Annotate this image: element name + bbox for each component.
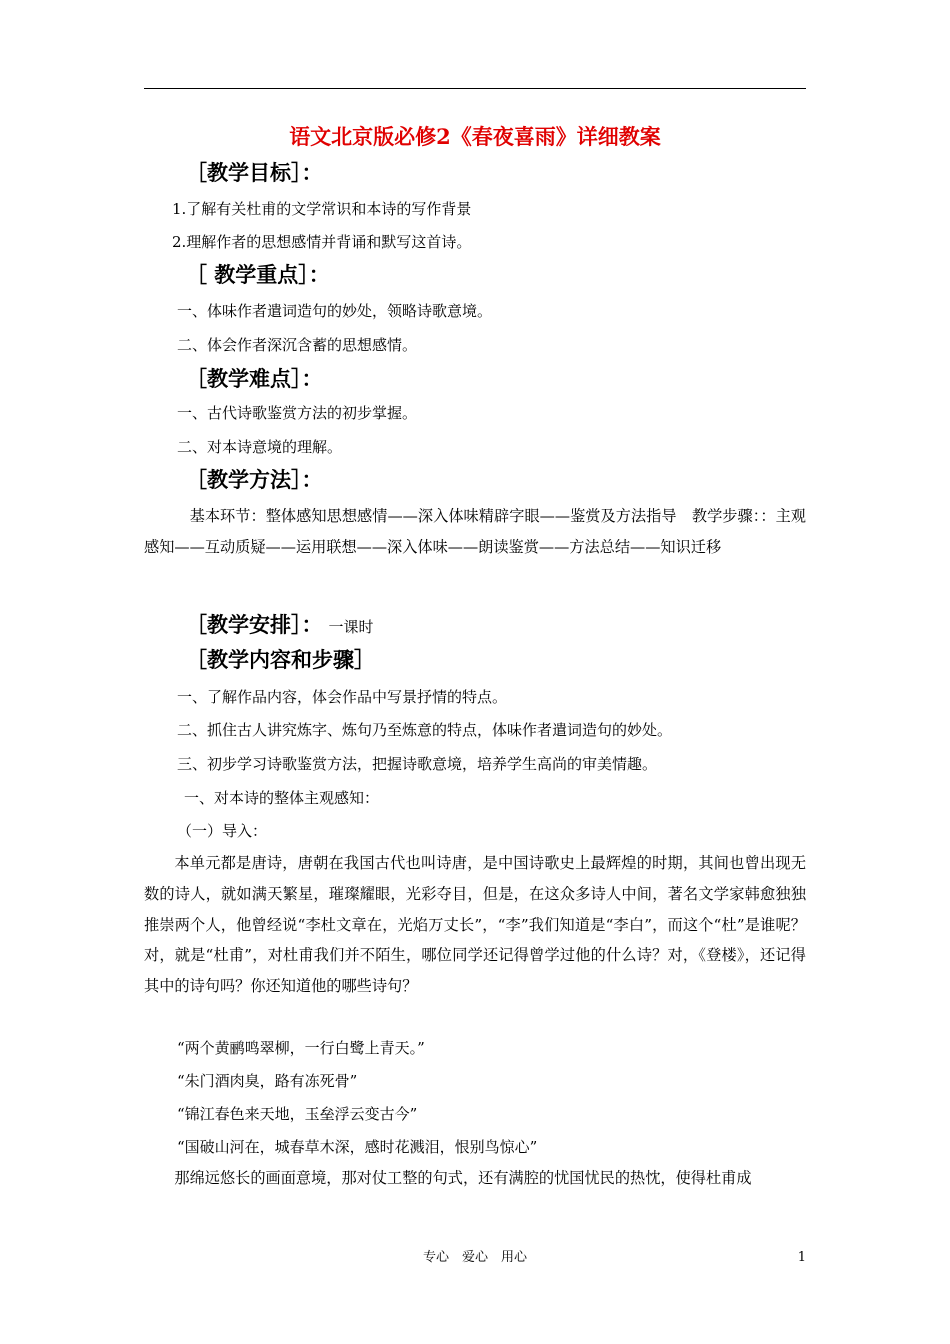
poem-quote: “锦江春色来天地，玉垒浮云变古今”: [177, 1105, 418, 1123]
page-number: 1: [797, 1250, 806, 1265]
heading-content: ［教学内容和步骤］: [186, 647, 375, 672]
content-item: 三、初步学习诗歌鉴赏方法，把握诗歌意境，培养学生高尚的审美情趣。: [177, 755, 658, 773]
poem-quote: “国破山河在，城春草木深，感时花溅泪，恨别鸟惊心”: [177, 1138, 538, 1156]
poem-quote: “两个黄鹂鸣翠柳，一行白鹭上青天。”: [177, 1039, 425, 1057]
intro-label: （一）导入：: [177, 822, 268, 840]
difficulty-item: 一、古代诗歌鉴赏方法的初步掌握。: [177, 404, 418, 422]
arrangement-label: ［教学安排］：: [186, 612, 323, 637]
key-point-item: 二、体会作者深沉含蓄的思想感情。: [177, 336, 418, 354]
document-title: 语文北京版必修2《春夜喜雨》详细教案: [289, 124, 661, 149]
closing-paragraph: 那绵远悠长的画面意境，那对仗工整的句式，还有满腔的忧国忧民的热忱，使得杜甫成: [174, 1169, 752, 1187]
objective-item: 1.了解有关杜甫的文学常识和本诗的写作背景: [172, 200, 472, 218]
heading-key-points: ［ 教学重点］：: [186, 262, 330, 287]
objective-item: 2.理解作者的思想感情并背诵和默写这首诗。: [172, 233, 472, 251]
arrangement-value: 一课时: [328, 618, 374, 636]
heading-arrangement: [186, 610, 374, 642]
page-footer: 专心 爱心 用心: [422, 1250, 527, 1265]
heading-objectives: ［教学目标］：: [186, 160, 323, 185]
content-item: 二、抓住古人讲究炼字、炼句乃至炼意的特点，体味作者遣词造句的妙处。: [177, 721, 673, 739]
poem-quote: “朱门酒肉臭，路有冻死骨”: [177, 1072, 358, 1090]
difficulty-item: 二、对本诗意境的理解。: [177, 438, 343, 456]
methods-paragraph: 基本环节：整体感知思想感情——深入体味精辟字眼——鉴赏及方法指导 教学步骤：：主观感知——互动质疑——运用联想——深入体味——朗读鉴赏——方法总结——知识迁移: [144, 507, 806, 556]
content-item: 一、了解作品内容，体会作品中写景抒情的特点。: [177, 688, 508, 706]
heading-difficulties: ［教学难点］：: [186, 366, 323, 391]
intro-paragraph: 本单元都是唐诗，唐朝在我国古代也叫诗唐，是中国诗歌史上最辉煌的时期，其间也曾出现无数的诗人，就如满天繁星，璀璨耀眼，光彩夺目，但是，在这众多诗人中间，著名文学家韩愈独独推崇两个人，他曾经说“李杜文章在，光焰万丈长”，“李”我们知道是“李白”，而这个“杜”是谁呢？对，就是“杜甫”，对杜甫我们并不陌生，哪位同学还记得曾学过他的什么诗？对，《登楼》，还记得其中的诗句吗？你还知道他的哪些诗句？: [144, 854, 806, 996]
header-rule: [144, 88, 806, 89]
key-point-item: 一、体味作者遣词造句的妙处，领略诗歌意境。: [177, 302, 493, 320]
heading-methods: ［教学方法］：: [186, 467, 323, 492]
step-one-heading: 一、对本诗的整体主观感知：: [184, 789, 380, 807]
